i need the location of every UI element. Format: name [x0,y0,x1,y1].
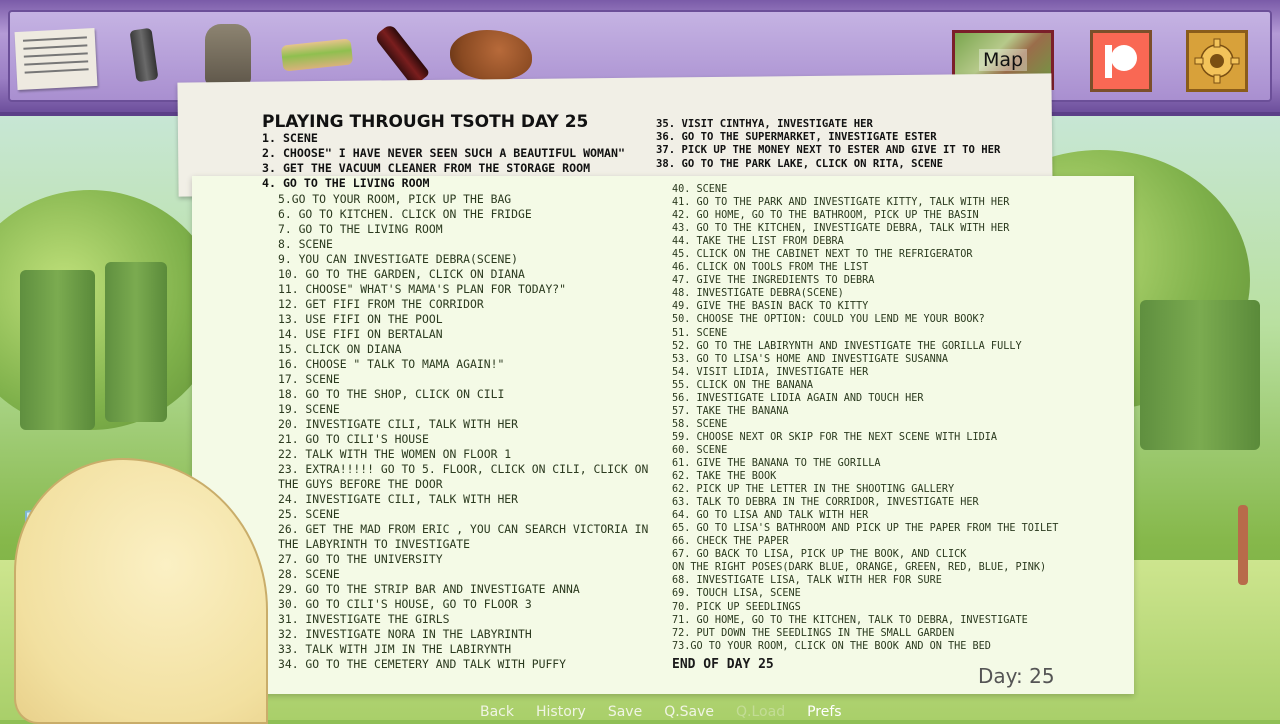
list-icon[interactable] [15,28,98,90]
walkthrough-step: 62. PICK UP THE LETTER IN THE SHOOTING GALLERY [672,484,955,496]
quick-save-button[interactable]: Q.Save [664,704,715,720]
settings-button[interactable] [1186,30,1248,92]
walkthrough-step: 20. INVESTIGATE CILI, TALK WITH HER [278,417,519,431]
end-of-day-text: END OF DAY 25 [672,657,774,672]
preferences-button[interactable]: Prefs [807,704,842,720]
walkthrough-step: 61. GIVE THE BANANA TO THE GORILLA [672,457,881,469]
walkthrough-step: 62. TAKE THE BOOK [672,471,777,483]
save-button[interactable]: Save [607,704,643,720]
walkthrough-steps-left [278,192,670,672]
walkthrough-step: 59. CHOOSE NEXT OR SKIP FOR THE NEXT SCENE WITH LIDIA [672,431,998,443]
walkthrough-step: 28. SCENE [278,567,340,581]
faucet [1238,505,1248,585]
walkthrough-step: 10. GO TO THE GARDEN, CLICK ON DIANA [278,267,525,281]
walkthrough-step: 35. VISIT CINTHYA, INVESTIGATE HER [656,118,873,130]
walkthrough-step: 1. SCENE [262,131,318,145]
walkthrough-step: 17. SCENE [278,372,340,386]
walkthrough-step: 27. GO TO THE UNIVERSITY [278,552,443,566]
walkthrough-steps-left-top [262,131,625,191]
walkthrough-step: 26. GET THE MAD FROM ERIC , YOU CAN SEARCH VICTORIA IN THE LABYRINTH TO INVESTIGATE [278,522,649,551]
walkthrough-step: 49. GIVE THE BASIN BACK TO KITTY [672,301,869,313]
walkthrough-step: 41. GO TO THE PARK AND INVESTIGATE KITTY, TALK WITH HER [672,197,1010,209]
map-label: Map [979,49,1027,71]
walkthrough-step: 9. YOU CAN INVESTIGATE DEBRA(SCENE) [278,252,519,266]
walkthrough-step: 69. TOUCH LISA, SCENE [672,588,801,600]
walkthrough-step: 37. PICK UP THE MONEY NEXT TO ESTER AND GIVE IT TO HER [656,144,1001,157]
walkthrough-step: 4. GO TO THE LIVING ROOM [262,176,430,190]
walkthrough-step: 57. TAKE THE BANANA [672,405,789,417]
walkthrough-step: 34. GO TO THE CEMETERY AND TALK WITH PUFFY [278,657,567,671]
walkthrough-step: 51. SCENE [672,327,728,339]
walkthrough-step: 54. VISIT LIDIA, INVESTIGATE HER [672,366,869,378]
walkthrough-step: 19. SCENE [278,402,340,416]
walkthrough-step: 45. CLICK ON THE CABINET NEXT TO THE REFRIGERATOR [672,249,973,261]
walkthrough-title: PLAYING THROUGH TSOTH DAY 25 [262,112,589,132]
walkthrough-step: 42. GO HOME, GO TO THE BATHROOM, PICK UP THE BASIN [672,210,979,222]
walkthrough-step: 52. GO TO THE LABIRYNTH AND INVESTIGATE THE GORILLA FULLY [672,340,1022,352]
walkthrough-step: 72. PUT DOWN THE SEEDLINGS IN THE SMALL GARDEN [672,627,955,639]
history-button[interactable]: History [536,704,586,720]
walkthrough-step: 22. TALK WITH THE WOMEN ON FLOOR 1 [278,447,512,461]
walkthrough-step: 68. INVESTIGATE LISA, TALK WITH HER FOR SURE [672,575,942,587]
walkthrough-step: 60. SCENE [672,444,728,456]
walkthrough-step: 55. CLICK ON THE BANANA [672,379,814,391]
walkthrough-step: 40. SCENE [672,184,728,195]
walkthrough-step: 6. GO TO KITCHEN. CLICK ON THE FRIDGE [278,207,532,221]
walkthrough-step: 13. USE FIFI ON THE POOL [278,312,443,326]
walkthrough-step: 30. GO TO CILI'S HOUSE, GO TO FLOOR 3 [278,597,532,611]
walkthrough-step: 53. GO TO LISA'S HOME AND INVESTIGATE SUSANNA [672,353,949,365]
walkthrough-step: 24. INVESTIGATE CILI, TALK WITH HER [278,492,519,506]
gear-icon [1192,36,1242,86]
walkthrough-step: ON THE RIGHT POSES(DARK BLUE, ORANGE, GREEN, RED, BLUE, PINK) [672,562,1047,574]
walkthrough-step: 12. GET FIFI FROM THE CORRIDOR [278,297,484,311]
walkthrough-step: 8. SCENE [278,237,333,251]
walkthrough-step: 3. GET THE VACUUM CLEANER FROM THE STORAGE ROOM [262,161,591,175]
day-counter: Day: 25 [978,664,1055,688]
walkthrough-step: 56. INVESTIGATE LIDIA AGAIN AND TOUCH HER [672,392,924,404]
walkthrough-step: 38. GO TO THE PARK LAKE, CLICK ON RITA, SCENE [656,157,944,170]
walkthrough-steps-right-top [656,118,1000,171]
walkthrough-step: 33. TALK WITH JIM IN THE LABIRYNTH [278,642,512,656]
walkthrough-step: 29. GO TO THE STRIP BAR AND INVESTIGATE ANNA [278,582,580,596]
walkthrough-step: 18. GO TO THE SHOP, CLICK ON CILI [278,387,505,401]
walkthrough-step: 66. CHECK THE PAPER [672,536,789,548]
walkthrough-step: 7. GO TO THE LIVING ROOM [278,222,443,236]
backpack-icon[interactable] [202,20,254,90]
walkthrough-step: 65. GO TO LISA'S BATHROOM AND PICK UP THE PAPER FROM THE TOILET [672,523,1059,535]
walkthrough-step: 47. GIVE THE INGREDIENTS TO DEBRA [672,275,875,287]
walkthrough-step: 11. CHOOSE" WHAT'S MAMA'S PLAN FOR TODAY?" [278,282,567,296]
walkthrough-step: 43. GO TO THE KITCHEN, INVESTIGATE DEBRA, TALK WITH HER [672,223,1010,235]
walkthrough-step: 32. INVESTIGATE NORA IN THE LABYRINTH [278,627,532,641]
walkthrough-steps-right [672,183,1058,653]
walkthrough-step: 44. TAKE THE LIST FROM DEBRA [672,236,844,248]
walkthrough-step: 5.GO TO YOUR ROOM, PICK UP THE BAG [278,192,512,206]
patreon-button[interactable] [1090,30,1152,92]
walkthrough-step: 23. EXTRA!!!!! GO TO 5. FLOOR, CLICK ON CILI, CLICK ON THE GUYS BEFORE THE DOOR [278,462,649,491]
hedge [1140,300,1260,450]
walkthrough-step: 36. GO TO THE SUPERMARKET, INVESTIGATE ESTER [656,131,937,144]
walkthrough-step: 15. CLICK ON DIANA [278,342,402,356]
walkthrough-step: 2. CHOOSE" I HAVE NEVER SEEN SUCH A BEAUTIFUL WOMAN" [262,146,625,160]
walkthrough-step: 31. INVESTIGATE THE GIRLS [278,612,450,626]
walkthrough-step: 25. SCENE [278,507,340,521]
walkthrough-step: 64. GO TO LISA AND TALK WITH HER [672,510,869,522]
walkthrough-step: 50. CHOOSE THE OPTION: COULD YOU LEND ME YOUR BOOK? [672,314,985,326]
walkthrough-step: 70. PICK UP SEEDLINGS [672,601,801,613]
cellphone-icon[interactable] [130,20,158,90]
walkthrough-step: 14. USE FIFI ON BERTALAN [278,327,443,341]
walkthrough-step: 71. GO HOME, GO TO THE KITCHEN, TALK TO DEBRA, INVESTIGATE [672,614,1028,626]
walkthrough-step: 63. TALK TO DEBRA IN THE CORRIDOR, INVESTIGATE HER [672,497,979,509]
sandwich-icon[interactable] [278,20,356,90]
hedge [20,270,95,430]
patreon-icon [1098,38,1144,84]
walkthrough-step: 46. CLICK ON TOOLS FROM THE LIST [672,262,869,274]
quick-load-button[interactable]: Q.Load [736,704,786,720]
walkthrough-step: 58. SCENE [672,418,728,430]
back-button[interactable]: Back [480,704,514,720]
quick-menu [480,704,864,720]
walkthrough-step: 73.GO TO YOUR ROOM, CLICK ON THE BOOK AND ON THE BED [672,640,991,652]
walkthrough-step: 21. GO TO CILI'S HOUSE [278,432,429,446]
walkthrough-step: 67. GO BACK TO LISA, PICK UP THE BOOK, AND CLICK [672,549,967,561]
walkthrough-step: 16. CHOOSE " TALK TO MAMA AGAIN!" [278,357,505,371]
hedge [105,262,167,422]
walkthrough-step: 48. INVESTIGATE DEBRA(SCENE) [672,288,844,300]
